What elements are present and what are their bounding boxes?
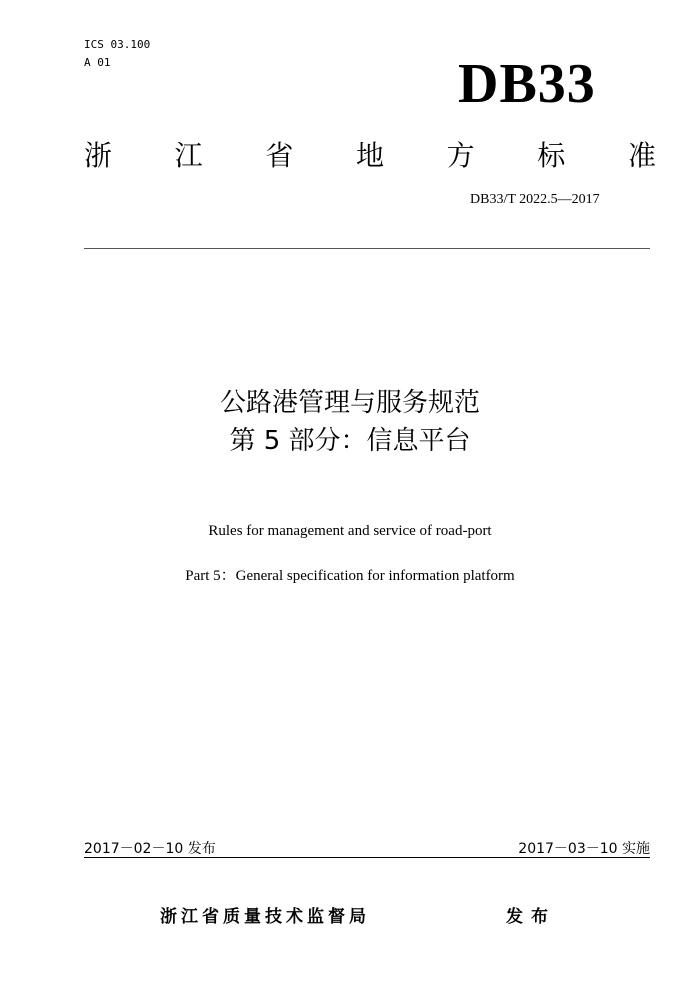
ics-code: ICS 03.100 xyxy=(84,38,151,51)
standard-type-char: 标 xyxy=(537,139,566,172)
english-subtitle: Part 5：General specification for information platform xyxy=(185,568,515,584)
standard-type-char: 准 xyxy=(627,139,656,172)
class-code: A 01 xyxy=(84,56,111,69)
standard-code-logo: DB33 xyxy=(458,53,596,115)
bottom-divider xyxy=(84,857,650,858)
standard-type-char: 地 xyxy=(355,139,384,172)
standard-type-title xyxy=(84,134,656,174)
standard-number: DB33/T 2022.5—2017 xyxy=(470,192,600,207)
standard-type-char: 江 xyxy=(174,139,203,172)
chinese-title xyxy=(0,384,700,460)
chinese-title-line2: 第 5 部分：信息平台 xyxy=(229,426,471,456)
standard-type-char: 方 xyxy=(446,139,475,172)
top-divider xyxy=(84,248,650,249)
standard-type-char: 省 xyxy=(265,139,294,172)
issue-label: 发布 xyxy=(506,907,556,927)
chinese-title-line1: 公路港管理与服务规范 xyxy=(219,388,480,418)
issue-date: 2017－02－10 发布 xyxy=(84,841,216,857)
issuing-authority: 浙江省质量技术监督局 xyxy=(160,907,370,927)
implementation-date: 2017－03－10 实施 xyxy=(518,841,650,857)
standard-type-char: 浙 xyxy=(84,139,113,172)
classification-codes xyxy=(84,36,150,72)
english-title: Rules for management and service of road-port xyxy=(208,523,492,539)
